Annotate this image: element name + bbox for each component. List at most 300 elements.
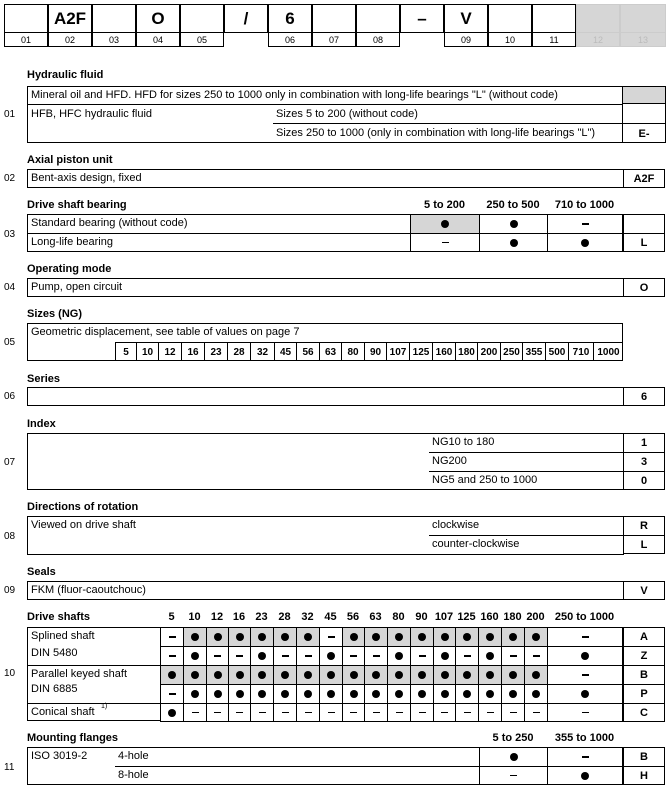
drive-shaft-availability-cell xyxy=(387,665,411,685)
code-E: E- xyxy=(638,127,650,140)
drive-shaft-availability-cell xyxy=(547,684,623,704)
code-position-box xyxy=(620,4,666,33)
size-value: 107 xyxy=(386,343,409,361)
dot-mark xyxy=(463,671,471,679)
drive-shaft-availability-cell xyxy=(319,703,343,722)
shaft-group-label: Splined shaft xyxy=(31,630,95,642)
drive-shaft-availability-cell xyxy=(478,703,502,722)
drive-shaft-availability-cell xyxy=(273,665,297,685)
drive-shaft-column-header: 5 xyxy=(168,611,175,623)
text-fluid-sizes-small: Sizes 5 to 200 (without code) xyxy=(276,108,418,120)
size-value: 32 xyxy=(250,343,274,361)
dot-mark xyxy=(258,633,266,641)
row-number: 01 xyxy=(4,108,16,120)
code-position-box xyxy=(576,4,620,33)
row-number: 05 xyxy=(4,337,16,348)
drive-shaft-availability-cell xyxy=(478,646,502,666)
size-value: 180 xyxy=(455,343,477,361)
section-title-drive-shafts: Drive shafts xyxy=(27,611,90,623)
dot-mark xyxy=(418,633,426,641)
code-position-box xyxy=(4,4,48,33)
dash-mark xyxy=(373,655,380,656)
code-position-number: 13 xyxy=(620,33,666,47)
mounting-availability-cell xyxy=(547,766,623,785)
drive-shaft-column-header: 160 xyxy=(480,611,499,623)
section-title-sizes: Sizes (NG) xyxy=(27,308,83,320)
row-number: 11 xyxy=(4,761,15,773)
dot-mark xyxy=(510,753,518,761)
code-position-number: 12 xyxy=(576,33,620,47)
dot-mark xyxy=(281,671,289,679)
size-value: 90 xyxy=(364,343,386,361)
drive-shaft-availability-cell xyxy=(524,646,548,666)
dot-mark xyxy=(372,633,380,641)
code-position-number: 11 xyxy=(532,33,576,47)
section-title-axial-piston: Axial piston unit xyxy=(27,154,113,166)
row-number: 07 xyxy=(4,456,16,468)
dot-mark xyxy=(191,690,199,698)
shaft-group-label: DIN 5480 xyxy=(31,647,78,659)
code-position-number: 08 xyxy=(356,33,400,47)
code-position-number: 04 xyxy=(136,33,180,47)
drive-shaft-availability-cell xyxy=(273,646,297,666)
size-value: 200 xyxy=(477,343,500,361)
mounting-availability-cell xyxy=(479,766,548,785)
bearing-availability-cell xyxy=(547,214,623,234)
drive-shaft-column-header: 23 xyxy=(255,611,268,623)
size-value: 250 xyxy=(500,343,522,361)
dash-mark xyxy=(373,712,380,713)
drive-shaft-availability-cell xyxy=(433,646,456,666)
size-value: 45 xyxy=(274,343,296,361)
dot-mark xyxy=(581,239,589,247)
dash-mark xyxy=(214,655,221,656)
drive-shaft-availability-cell xyxy=(296,684,320,704)
drive-shaft-column-header: 28 xyxy=(278,611,291,623)
code-position-box xyxy=(180,4,224,33)
drive-shaft-availability-cell xyxy=(364,627,388,647)
dot-mark xyxy=(463,633,471,641)
text-pump-open-circuit: Pump, open circuit xyxy=(31,281,123,293)
dot-mark xyxy=(395,690,403,698)
code-position-box: O xyxy=(136,4,180,33)
drive-shaft-availability-cell xyxy=(501,665,525,685)
dot-mark xyxy=(168,709,176,717)
dash-mark xyxy=(192,712,199,713)
section-title-series: Series xyxy=(27,373,61,385)
rotation-code: R xyxy=(623,516,665,536)
dot-mark xyxy=(532,690,540,698)
index-code: 3 xyxy=(623,452,665,472)
shaft-group-label: Parallel keyed shaft xyxy=(31,668,127,680)
mounting-availability-cell xyxy=(547,747,623,767)
dash-mark xyxy=(533,655,540,656)
dot-mark xyxy=(486,652,494,660)
footnote-marker: 1) xyxy=(101,703,108,710)
dot-mark xyxy=(372,671,380,679)
dash-mark xyxy=(582,756,589,757)
size-value: 710 xyxy=(568,343,593,361)
dot-mark xyxy=(236,633,244,641)
size-value: 10 xyxy=(136,343,158,361)
shaft-group-label: Conical shaft xyxy=(31,706,95,718)
drive-shaft-availability-cell xyxy=(206,627,229,647)
dot-mark xyxy=(191,633,199,641)
bearing-column-header: 250 to 500 xyxy=(486,199,540,211)
dot-mark xyxy=(350,690,358,698)
drive-shaft-availability-cell xyxy=(183,646,207,666)
drive-shaft-availability-cell xyxy=(206,646,229,666)
mounting-code: H xyxy=(623,766,665,785)
dash-mark xyxy=(464,712,471,713)
code-position-number: 01 xyxy=(4,33,48,47)
drive-shaft-availability-cell xyxy=(296,703,320,722)
size-value: 5 xyxy=(115,343,136,361)
drive-shaft-availability-cell xyxy=(387,646,411,666)
dash-mark xyxy=(236,712,243,713)
dot-mark xyxy=(486,671,494,679)
code-position-box xyxy=(356,4,400,33)
bearing-column-header: 5 to 200 xyxy=(424,199,465,211)
drive-shaft-availability-cell xyxy=(501,627,525,647)
section-title-seals: Seals xyxy=(27,566,56,578)
bearing-code: L xyxy=(623,233,665,252)
section-title-mounting: Mounting flanges xyxy=(27,732,119,744)
drive-shaft-column-header: 80 xyxy=(392,611,405,623)
drive-shaft-column-header: 45 xyxy=(324,611,337,623)
bearing-column-header: 710 to 1000 xyxy=(554,199,615,211)
size-value: 355 xyxy=(522,343,545,361)
code-position-box: / xyxy=(224,4,268,33)
code-6: 6 xyxy=(623,387,665,406)
row-number: 09 xyxy=(4,585,16,596)
dot-mark xyxy=(236,690,244,698)
drive-shaft-availability-cell xyxy=(501,684,525,704)
drive-shaft-column-header: 90 xyxy=(415,611,428,623)
drive-shaft-availability-cell xyxy=(319,665,343,685)
code-A2F: A2F xyxy=(623,169,665,188)
dash-mark xyxy=(282,655,289,656)
dot-mark xyxy=(214,633,222,641)
divider xyxy=(273,123,623,124)
drive-shaft-availability-cell xyxy=(206,703,229,722)
drive-shaft-availability-cell xyxy=(478,684,502,704)
code-position-number: 09 xyxy=(444,33,488,47)
code-position-box xyxy=(312,4,356,33)
size-value: 23 xyxy=(204,343,227,361)
text-viewed-on-shaft: Viewed on drive shaft xyxy=(31,519,136,531)
dash-mark xyxy=(350,712,357,713)
drive-shaft-availability-cell xyxy=(160,703,184,722)
bearing-code xyxy=(623,214,665,234)
bearing-row-label: Long-life bearing xyxy=(31,236,113,248)
text-iso-3019: ISO 3019-2 xyxy=(31,750,88,762)
size-value: 80 xyxy=(341,343,364,361)
drive-shaft-availability-cell xyxy=(160,646,184,666)
dash-mark xyxy=(419,712,426,713)
drive-shaft-column-header: 107 xyxy=(434,611,454,623)
drive-shaft-availability-cell xyxy=(273,684,297,704)
drive-shaft-column-header: 250 to 1000 xyxy=(554,611,615,623)
section-title-index: Index xyxy=(27,418,56,430)
drive-shaft-availability-cell xyxy=(342,703,365,722)
index-code: 0 xyxy=(623,471,665,490)
drive-shaft-availability-cell xyxy=(547,627,623,647)
dash-mark xyxy=(533,712,540,713)
text-fkm: FKM (fluor-caoutchouc) xyxy=(31,584,146,596)
dash-mark xyxy=(350,655,357,656)
code-position-box xyxy=(92,4,136,33)
dash-mark xyxy=(396,712,403,713)
drive-shaft-code: B xyxy=(623,665,665,685)
dot-mark xyxy=(214,671,222,679)
drive-shaft-availability-cell xyxy=(433,703,456,722)
drive-shaft-column-header: 63 xyxy=(369,611,382,623)
dash-mark xyxy=(510,655,517,656)
dash-mark xyxy=(328,636,335,637)
drive-shaft-availability-cell xyxy=(206,684,229,704)
drive-shaft-availability-cell xyxy=(547,703,623,722)
dot-mark xyxy=(441,671,449,679)
drive-shaft-availability-cell xyxy=(478,665,502,685)
drive-shaft-availability-cell xyxy=(296,627,320,647)
text-fluid-hfb: HFB, HFC hydraulic fluid xyxy=(31,108,153,120)
dot-mark xyxy=(532,633,540,641)
code-position-number: 02 xyxy=(48,33,92,47)
dot-mark xyxy=(418,671,426,679)
code-position-box: – xyxy=(400,4,444,33)
drive-shaft-availability-cell xyxy=(455,646,479,666)
drive-shaft-availability-cell xyxy=(319,646,343,666)
drive-shaft-availability-cell xyxy=(387,703,411,722)
dot-mark xyxy=(532,671,540,679)
text-bent-axis: Bent-axis design, fixed xyxy=(31,172,142,184)
drive-shaft-availability-cell xyxy=(160,627,184,647)
code-position-box xyxy=(488,4,532,33)
dash-mark xyxy=(441,712,448,713)
drive-shaft-column-header: 56 xyxy=(346,611,360,623)
drive-shaft-availability-cell xyxy=(524,665,548,685)
dash-mark xyxy=(305,712,312,713)
drive-shaft-availability-cell xyxy=(228,646,251,666)
dot-mark xyxy=(168,671,176,679)
drive-shaft-column-header: 16 xyxy=(232,611,246,623)
mounting-row-label: 4-hole xyxy=(118,750,149,762)
dash-mark xyxy=(259,712,266,713)
row-number: 03 xyxy=(4,228,16,240)
dot-mark xyxy=(191,671,199,679)
dot-mark xyxy=(258,671,266,679)
drive-shaft-availability-cell xyxy=(410,627,434,647)
dot-mark xyxy=(281,690,289,698)
drive-shaft-code: C xyxy=(623,703,665,722)
drive-shaft-availability-cell xyxy=(319,627,343,647)
drive-shaft-column-header: 125 xyxy=(457,611,476,623)
drive-shaft-availability-cell xyxy=(250,665,274,685)
section-box xyxy=(27,387,624,406)
drive-shaft-availability-cell xyxy=(228,627,251,647)
empty-code-cell xyxy=(623,87,665,104)
bearing-availability-cell xyxy=(479,214,548,234)
dot-mark xyxy=(191,652,199,660)
mounting-row-label: 8-hole xyxy=(118,769,149,781)
mounting-column-header: 355 to 1000 xyxy=(554,732,615,744)
size-value: 1000 xyxy=(593,343,623,361)
dot-mark xyxy=(258,652,266,660)
drive-shaft-availability-cell xyxy=(342,665,365,685)
dot-mark xyxy=(214,690,222,698)
drive-shaft-availability-cell xyxy=(342,684,365,704)
section-title-bearing: Drive shaft bearing xyxy=(27,199,127,211)
drive-shaft-code: A xyxy=(623,627,665,647)
index-row-label: NG5 and 250 to 1000 xyxy=(432,474,538,486)
dash-mark xyxy=(510,775,517,776)
drive-shaft-availability-cell xyxy=(296,665,320,685)
dash-mark xyxy=(510,712,517,713)
dash-mark xyxy=(169,636,176,637)
mounting-availability-cell xyxy=(479,747,548,767)
drive-shaft-column-header: 10 xyxy=(188,611,201,623)
divider xyxy=(27,104,623,105)
drive-shaft-availability-cell xyxy=(478,627,502,647)
drive-shaft-availability-cell xyxy=(273,627,297,647)
bearing-availability-cell xyxy=(410,214,480,234)
text-fluid-mineral: Mineral oil and HFD. HFD for sizes 250 to 1000 only in combination with long-life bearings "L" (without code) xyxy=(31,89,558,101)
drive-shaft-availability-cell xyxy=(387,684,411,704)
dot-mark xyxy=(509,690,517,698)
dot-mark xyxy=(395,652,403,660)
dot-mark xyxy=(441,690,449,698)
dash-mark xyxy=(305,655,312,656)
row-number: 06 xyxy=(4,391,16,402)
dot-mark xyxy=(304,671,312,679)
drive-shaft-availability-cell xyxy=(183,703,207,722)
index-row-label: NG10 to 180 xyxy=(432,436,495,448)
drive-shaft-availability-cell xyxy=(410,703,434,722)
drive-shaft-availability-cell xyxy=(501,703,525,722)
drive-shaft-code: Z xyxy=(623,646,665,666)
dot-mark xyxy=(510,220,518,228)
rotation-label: clockwise xyxy=(432,519,480,531)
dot-mark xyxy=(304,690,312,698)
code-position-box: V xyxy=(444,4,488,33)
dot-mark xyxy=(486,633,494,641)
drive-shaft-availability-cell xyxy=(206,665,229,685)
drive-shaft-availability-cell xyxy=(364,646,388,666)
dash-mark xyxy=(582,223,589,224)
drive-shaft-availability-cell xyxy=(250,703,274,722)
divider xyxy=(429,452,624,453)
dash-mark xyxy=(582,636,589,637)
code-position-box: 6 xyxy=(268,4,312,33)
dash-mark xyxy=(419,655,426,656)
dash-mark xyxy=(328,712,335,713)
dash-mark xyxy=(464,655,471,656)
rotation-code: L xyxy=(623,535,665,554)
drive-shaft-availability-cell xyxy=(228,665,251,685)
row-number: 10 xyxy=(4,668,16,679)
rotation-label: counter-clockwise xyxy=(432,538,520,550)
bearing-availability-cell xyxy=(547,233,623,252)
code-position-number: 03 xyxy=(92,33,136,47)
row-number: 04 xyxy=(4,282,16,293)
dot-mark xyxy=(327,652,335,660)
size-value: 56 xyxy=(296,343,319,361)
divider xyxy=(115,766,480,767)
code-position-number: 10 xyxy=(488,33,532,47)
index-code: 1 xyxy=(623,433,665,453)
text-fluid-sizes-large: Sizes 250 to 1000 (only in combination with long-life bearings "L") xyxy=(276,127,596,139)
drive-shaft-availability-cell xyxy=(183,665,207,685)
drive-shaft-availability-cell xyxy=(250,627,274,647)
size-value: 28 xyxy=(227,343,250,361)
dash-mark xyxy=(236,655,243,656)
drive-shaft-availability-cell xyxy=(455,684,479,704)
dot-mark xyxy=(441,633,449,641)
size-value: 160 xyxy=(432,343,455,361)
size-value: 12 xyxy=(158,343,181,361)
size-value: 63 xyxy=(319,343,341,361)
bearing-availability-cell xyxy=(479,233,548,252)
shaft-group-label: DIN 6885 xyxy=(31,683,78,695)
drive-shaft-column-header: 12 xyxy=(210,611,224,623)
drive-shaft-availability-cell xyxy=(183,684,207,704)
size-value: 125 xyxy=(409,343,432,361)
drive-shaft-availability-cell xyxy=(455,665,479,685)
drive-shaft-availability-cell xyxy=(455,627,479,647)
drive-shaft-availability-cell xyxy=(319,684,343,704)
drive-shaft-column-header: 180 xyxy=(503,611,522,623)
dash-mark xyxy=(282,712,289,713)
drive-shaft-availability-cell xyxy=(524,627,548,647)
drive-shaft-availability-cell xyxy=(501,646,525,666)
dot-mark xyxy=(418,690,426,698)
drive-shaft-code: P xyxy=(623,684,665,704)
dash-mark xyxy=(582,712,589,713)
dash-mark xyxy=(582,674,589,675)
drive-shaft-availability-cell xyxy=(228,703,251,722)
drive-shaft-availability-cell xyxy=(342,646,365,666)
dash-mark xyxy=(487,712,494,713)
dot-mark xyxy=(350,633,358,641)
drive-shaft-availability-cell xyxy=(410,684,434,704)
section-title-operating-mode: Operating mode xyxy=(27,263,112,275)
row-number: 08 xyxy=(4,530,16,542)
dot-mark xyxy=(372,690,380,698)
dash-mark xyxy=(214,712,221,713)
mounting-column-header: 5 to 250 xyxy=(492,732,534,744)
drive-shaft-availability-cell xyxy=(160,684,184,704)
row-number: 02 xyxy=(4,173,16,184)
dot-mark xyxy=(581,690,589,698)
dot-mark xyxy=(327,690,335,698)
drive-shaft-availability-cell xyxy=(273,703,297,722)
drive-shaft-availability-cell xyxy=(547,665,623,685)
code-position-box: A2F xyxy=(48,4,92,33)
dot-mark xyxy=(510,239,518,247)
drive-shaft-availability-cell xyxy=(433,684,456,704)
dot-mark xyxy=(581,772,589,780)
drive-shaft-availability-cell xyxy=(433,627,456,647)
dot-mark xyxy=(441,652,449,660)
drive-shaft-availability-cell xyxy=(455,703,479,722)
dot-mark xyxy=(581,652,589,660)
drive-shaft-availability-cell xyxy=(433,665,456,685)
dash-mark xyxy=(169,693,176,694)
drive-shaft-availability-cell xyxy=(228,684,251,704)
size-value: 16 xyxy=(181,343,204,361)
code-O: O xyxy=(623,278,665,297)
